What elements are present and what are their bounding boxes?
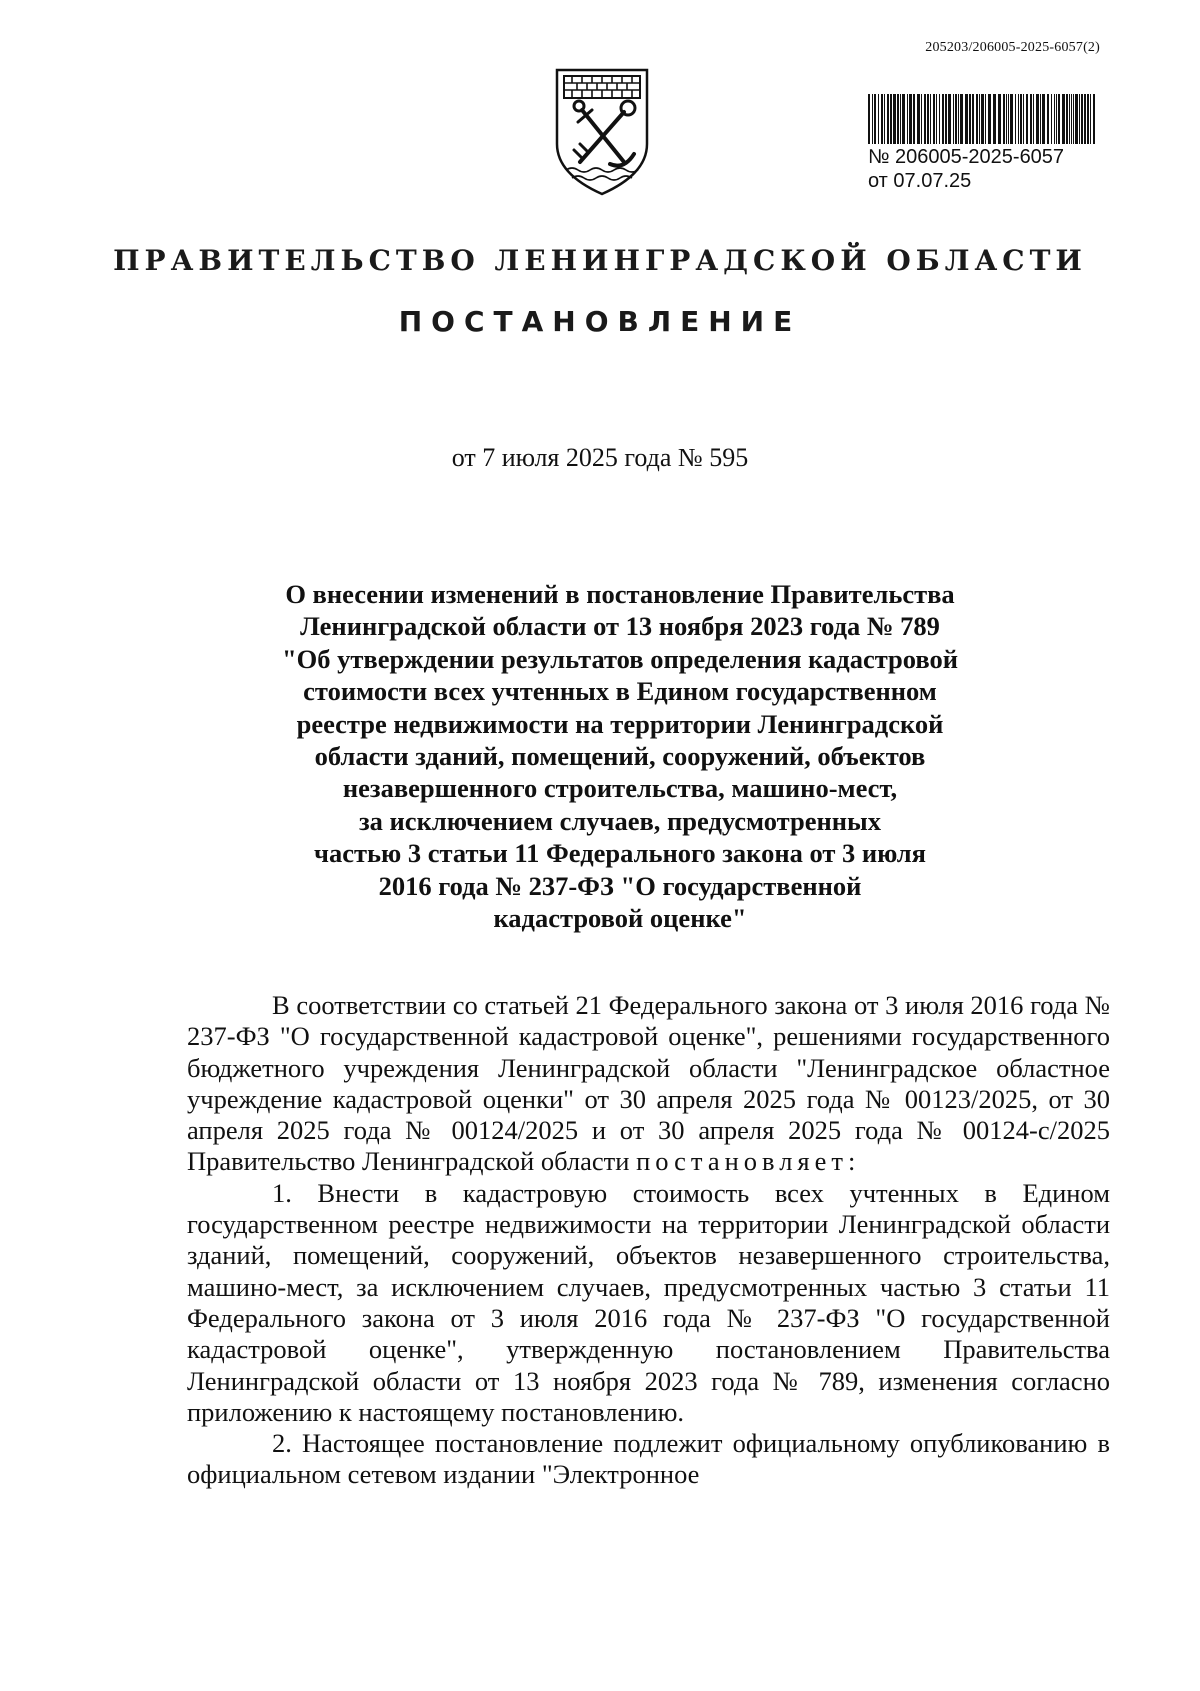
document-date-line: от 7 июля 2025 года № 595 <box>451 443 749 472</box>
decree-word: постановляет: <box>636 1146 861 1177</box>
document-type-title: ПОСТАНОВЛЕНИЕ <box>398 305 802 338</box>
leningrad-oblast-coat-of-arms-icon <box>552 66 652 198</box>
item-1-paragraph: 1. Внести в кадастровую стоимость всех учтенных в Едином государственном реестре недвижимости на территории Ленинградской области зданий, помещений, сооружений, объектов незавершенного строительства, машино-мест, за исключением случаев, предусмотренных частью 3 статьи 11 Федерального закона от 3 июля 2016 года № 237-ФЗ "О государственной кадастровой оценке", утвержденную постановлением Правительства Ленинградской области от 13 ноября 2023 года № 789, изменения согласно приложению к настоящему постановлению. <box>187 1177 1110 1427</box>
government-title: ПРАВИТЕЛЬСТВО ЛЕНИНГРАДСКОЙ ОБЛАСТИ <box>113 244 1087 277</box>
subject-line: кадастровой оценке" <box>493 903 747 934</box>
item-2-paragraph: 2. Настоящее постановление подлежит официальному опубликованию в официальном сетевом издании "Электронное <box>187 1428 1110 1490</box>
preamble-text: В соответствии со статьей 21 Федерального закона от 3 июля 2016 года № 237-ФЗ "О государственной кадастровой оценке", решениями государственного бюджетного учреждения Ленинградской области "Ленинградское областное учреждение кадастровой оценки" от 30 апреля 2025 года № 00123/2025, от 30 апреля 2025 года № 00124/2025 и от 30 апреля 2025 года № 00124-с/2025 Правительство Ленинградской области <box>187 990 1110 1177</box>
subject-line: "Об утверждении результатов определения кадастровой <box>281 643 959 674</box>
document-body <box>187 990 1110 1491</box>
subject-line: 2016 года № 237-ФЗ "О государственной <box>378 870 862 901</box>
subject-line: О внесении изменений в постановление Правительства <box>285 579 955 609</box>
document-subject <box>250 578 990 934</box>
registration-block <box>868 94 1098 193</box>
subject-line: за исключением случаев, предусмотренных <box>359 805 881 836</box>
preamble-paragraph <box>187 990 1110 1178</box>
registration-number: № 206005-2025-6057 <box>868 146 1065 168</box>
barcode-icon <box>868 94 1096 144</box>
subject-line: реестре недвижимости на территории Ленинградской <box>296 708 944 739</box>
subject-line: Ленинградской области от 13 ноября 2023 года № 789 <box>300 611 940 642</box>
subject-line: незавершенного строительства, машино-мест, <box>342 773 898 804</box>
document-reference-number: 205203/206005-2025-6057(2) <box>925 40 1100 55</box>
subject-line: области зданий, помещений, сооружений, объектов <box>314 741 926 772</box>
subject-line: частью 3 статьи 11 Федерального закона от 3 июля <box>314 838 926 869</box>
subject-line: стоимости всех учтенных в Едином государственном <box>303 676 937 707</box>
registration-date: от 07.07.25 <box>868 170 972 192</box>
